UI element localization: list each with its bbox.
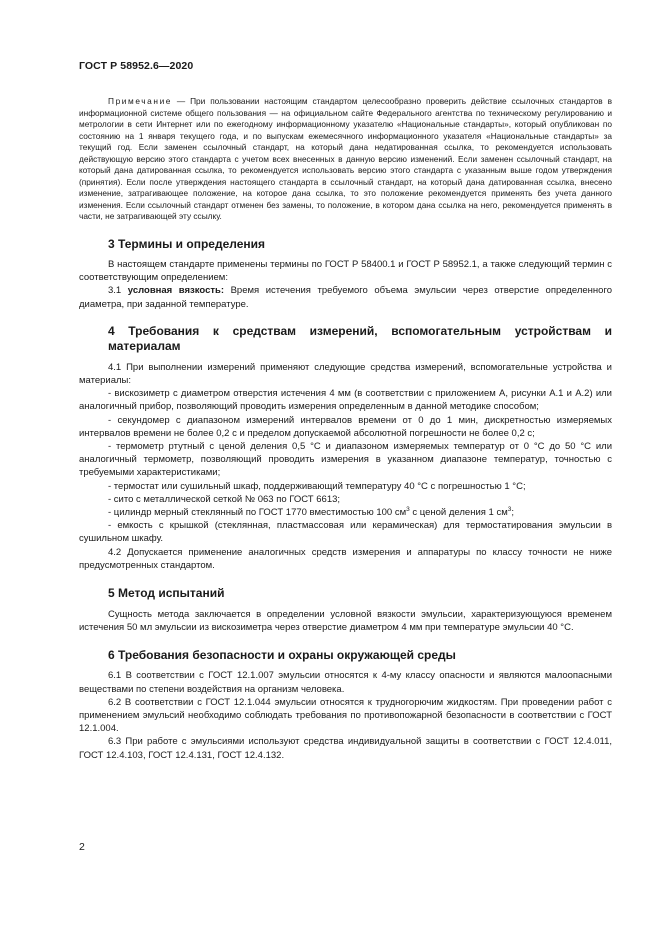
section-3-paragraph-2 [79,284,612,310]
list-item-cylinder: - цилиндр мерный стеклянный по ГОСТ 1770 вместимостью 100 $см^3$ с ценой деления 1 $см^3$; [108,505,515,519]
section-3-paragraph-1: В настоящем стандарте применены термины по ГОСТ Р 58400.1 и ГОСТ Р 58952.1, а также следующий термин с соответствующим определением: [79,259,612,284]
note-label: Примечание [108,96,173,106]
section-6-title: 6 Требования безопасности и охраны окружающей среды [108,647,456,662]
section-4-paragraph-2: 4.2 Допускается применение аналогичных средств измерения и аппаратуры по классу точности не ниже предусмотренных стандартом. [79,546,612,571]
section-6-paragraph-3: 6.3 При работе с эмульсиями используют средства индивидуальной защиты в соответствии с ГОСТ 12.4.011, ГОСТ 12.4.103, ГОСТ 12.4.131, ГОСТ 12.4.132. [79,736,612,761]
document-body [79,96,612,762]
list-item-thermometer: - термометр ртутный с ценой деления 0,5 °С и диапазоном измеряемых температур от 0 °С до 50 °С или аналогичный термометр, позволяющий проводить измерения в указанном диапазоне температур, точностью с требуемыми характеристиками; [79,441,612,479]
term-number: 3.1 [108,285,128,297]
document-header: ГОСТ Р 58952.6—2020 [79,60,194,72]
term-name: условная вязкость: [127,285,225,297]
note-text: — При пользовании настоящим стандартом целесообразно проверить действие ссылочных стандартов в информационной системе общего пользования — на официальном сайте Федерального агентства по техническому регулированию и метрологии в сети Интернет или по ежегодному информационному указателю «Национальные стандарты», который опубликован по состоянию на 1 января текущего года, и по выпускам ежемесячного информационного указателя «Национальные стандарты» за текущий год. Если заменен ссылочный стандарт, на который дана недатированная ссылка, то рекомендуется использовать действующую версию этого стандарта с учетом всех внесенных в данную версию изменений. Если заменен ссылочный стандарт, на который дана датированная ссылка, то рекомендуется использовать версию этого стандарта с указанным выше годом утверждения (принятия). Если после утверждения настоящего стандарта в ссылочный стандарт, на который дана датированная ссылка, внесено изменение, затрагивающее положение, на которое дана ссылка, то это положение рекомендуется применять без учета данного изменения. Если ссылочный стандарт отменен без замены, то положение, в котором дана ссылка на него, рекомендуется применять в части, не затрагивающей эту ссылку. [79,96,612,221]
section-5-title: 5 Метод испытаний [108,586,225,601]
section-3-title: 3 Термины и определения [108,236,266,251]
term-definition: Время истечения требуемого объема эмульсии через отверстие определенного диаметра, при заданной температуре. [79,285,612,310]
section-4-title: 4 Требования к средствам измерений, вспомогательным устройствам и материалам [108,323,612,354]
list-item-thermostat: - термостат или сушильный шкаф, поддерживающий температуру 40 °С с погрешностью 1 °С; [108,480,526,492]
list-item-viscometer: - вискозиметр с диаметром отверстия истечения 4 мм (в соответствии с приложением А, рисунки А.1 и А.2) или аналогичный прибор, позволяющий проводить измерения определенным в данной методике способом; [79,388,612,413]
section-5-paragraph-1: Сущность метода заключается в определении условной вязкости эмульсии, характеризующуюся временем истечения 50 мл эмульсии из вискозиметра через отверстие диаметром 4 мм при температуре эмульсии 40 °С. [79,608,612,633]
list-item-sieve: - сито с металлической сеткой № 063 по ГОСТ 6613; [108,493,341,505]
section-6-paragraph-2: 6.2 В соответствии с ГОСТ 12.1.044 эмульсии относятся к трудногорючим жидкостям. При проведении работ с применением эмульсий необходимо соблюдать требования по противопожарной безопасности в соответствии с ГОСТ 12.1.004. [79,696,612,735]
list-item-container: - емкость с крышкой (стеклянная, пластмассовая или керамическая) для термостатирования эмульсии в сушильном шкафу. [79,520,612,545]
list-item-stopwatch: - секундомер с диапазоном измерений интервалов времени от 0 до 1 мин, дискретностью измеряемых интервалов времени не более 0,2 с и пределом допускаемой абсолютной погрешности не более 0,2 с; [79,414,612,439]
section-6-paragraph-1: 6.1 В соответствии с ГОСТ 12.1.007 эмульсии относятся к 4-му классу опасности и являются малоопасными веществами по степени воздействия на организм человека. [79,670,612,695]
page-number: 2 [79,841,85,853]
section-4-paragraph-1: 4.1 При выполнении измерений применяют следующие средства измерений, вспомогательные устройства и материалы: [79,361,612,387]
reference-note [79,96,612,223]
